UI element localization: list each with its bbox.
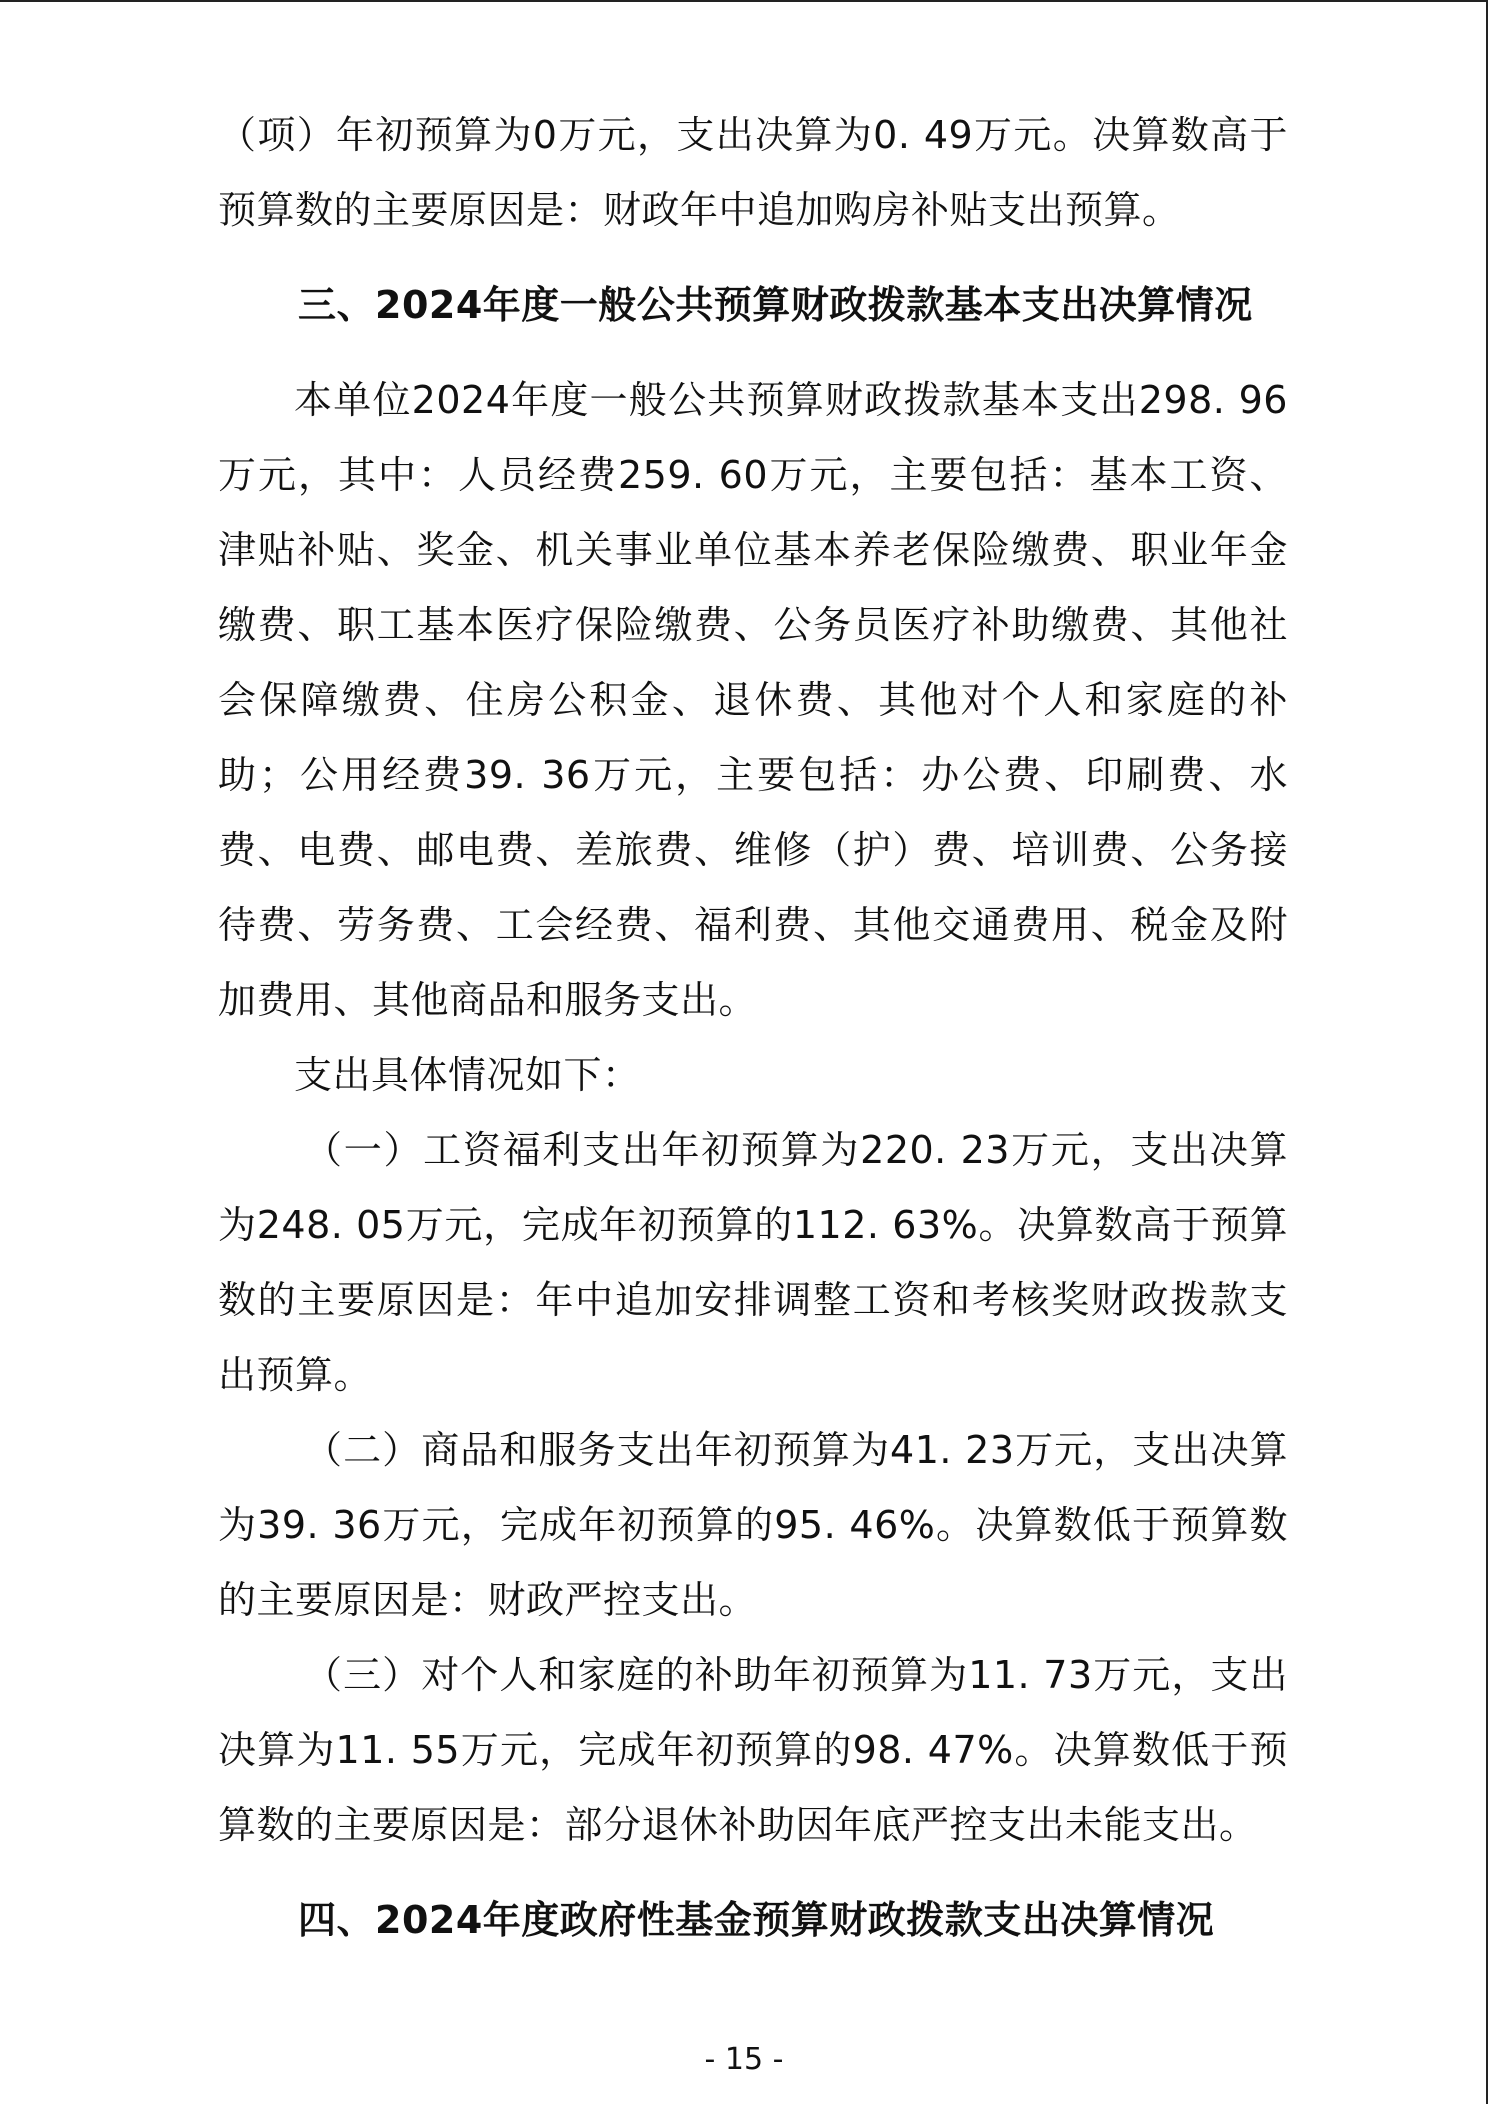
spacer bbox=[218, 1863, 1288, 1883]
paragraph-item-3: （三）对个人和家庭的补助年初预算为11. 73万元，支出决算为11. 55万元，完成年初预算的98. 47%。决算数低于预算数的主要原因是：部分退休补助因年底严控支出未能支出。 bbox=[218, 1653, 1288, 1847]
paragraph-item-1: （一）工资福利支出年初预算为220. 23万元，支出决算为248. 05万元，完成年初预算的112. 63%。决算数高于预算数的主要原因是：年中追加安排调整工资和考核奖财政拨款支出预算。 bbox=[218, 1128, 1288, 1397]
paragraph-item-2: （二）商品和服务支出年初预算为41. 23万元，支出决算为39. 36万元，完成年初预算的95. 46%。决算数低于预算数的主要原因是：财政严控支出。 bbox=[218, 1428, 1288, 1622]
section-heading-3: 三、2024年度一般公共预算财政拨款基本支出决算情况 bbox=[298, 283, 1253, 327]
spacer bbox=[218, 343, 1288, 363]
paragraph-basic-expenditure: 本单位2024年度一般公共预算财政拨款基本支出298. 96万元，其中：人员经费259. 60万元，主要包括：基本工资、津贴补贴、奖金、机关事业单位基本养老保险缴费、职业年金缴费、职工基本医疗保险缴费、公务员医疗补助缴费、其他社会保障缴费、住房公积金、退休费、其他对个人和家庭的补助；公用经费39. 36万元，主要包括：办公费、印刷费、水费、电费、邮电费、差旅费、维修（护）费、培训费、公务接待费、劳务费、工会经费、福利费、其他交通费用、税金及附加费用、其他商品和服务支出。 bbox=[218, 378, 1288, 1022]
page-number: - 15 - bbox=[704, 2042, 784, 2077]
paragraph-details-intro: 支出具体情况如下： bbox=[294, 1053, 641, 1097]
page-top-border bbox=[0, 0, 1488, 2]
spacer bbox=[218, 248, 1288, 268]
section-heading-4: 四、2024年度政府性基金预算财政拨款支出决算情况 bbox=[298, 1898, 1215, 1942]
paragraph-continued: （项）年初预算为0万元，支出决算为0. 49万元。决算数高于预算数的主要原因是：财政年中追加购房补贴支出预算。 bbox=[218, 113, 1288, 232]
document-body bbox=[218, 98, 1288, 1958]
